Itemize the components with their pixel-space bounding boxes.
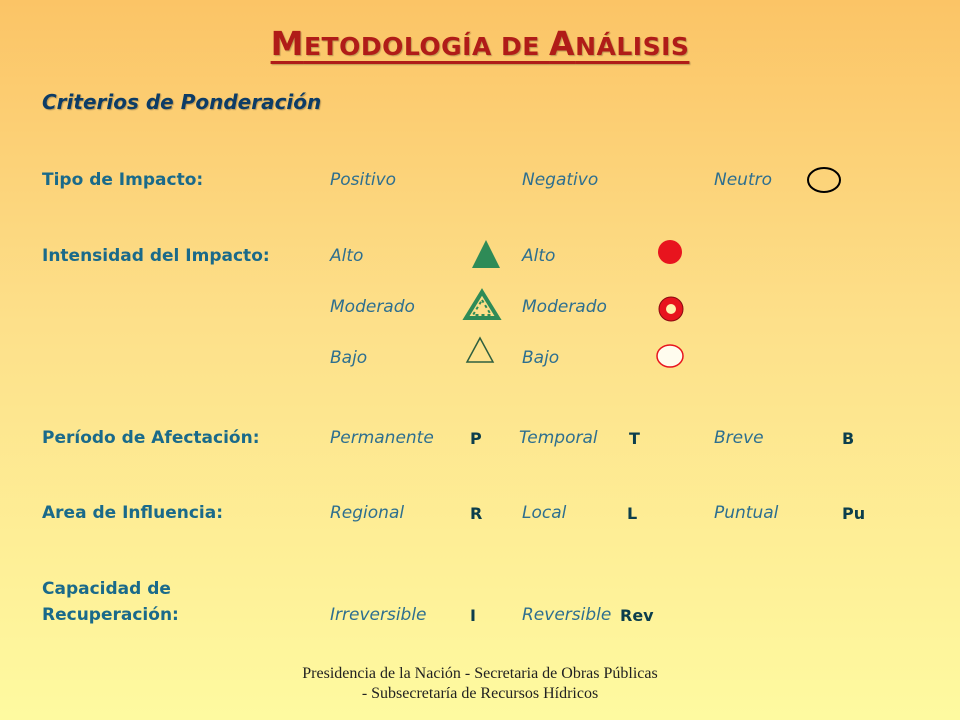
page-title: METODOLOGÍA DE ANÁLISIS — [270, 24, 690, 63]
area-puntual: Puntual — [714, 503, 779, 523]
empty-circle-icon — [806, 166, 842, 194]
area-regional-code: R — [470, 504, 483, 523]
capacidad-irreversible: Irreversible — [330, 605, 427, 625]
periodo-permanente: Permanente — [330, 428, 434, 448]
tipo-impacto-label: Tipo de Impacto: — [42, 170, 204, 190]
moderado-negativo: Moderado — [522, 297, 607, 317]
section-subtitle: Criterios de Ponderación — [42, 90, 322, 114]
tipo-neutro: Neutro — [714, 170, 773, 190]
capacidad-irreversible-code: I — [470, 606, 476, 625]
filled-circle-icon — [656, 238, 684, 266]
area-local-code: L — [627, 504, 638, 523]
area-label: Area de Influencia: — [42, 503, 224, 523]
bajo-positivo: Bajo — [330, 348, 368, 368]
periodo-label: Período de Afectación: — [42, 428, 260, 448]
outline-circle-icon — [654, 342, 686, 370]
periodo-temporal: Temporal — [519, 428, 598, 448]
tipo-positivo: Positivo — [330, 170, 397, 190]
footer-text: Presidencia de la Nación - Secretaria de Obras Públicas - Subsecretaría de Recursos Hídricos — [302, 665, 658, 702]
area-regional: Regional — [330, 503, 405, 523]
periodo-temporal-code: T — [629, 429, 640, 448]
periodo-breve-code: B — [842, 429, 855, 448]
periodo-breve: Breve — [714, 428, 764, 448]
moderado-positivo: Moderado — [330, 297, 415, 317]
capacidad-label-line1: Capacidad de — [42, 579, 171, 599]
alto-negativo: Alto — [522, 246, 556, 266]
intensidad-label: Intensidad del Impacto: — [42, 246, 270, 266]
alto-positivo: Alto — [330, 246, 364, 266]
capacidad-reversible: Reversible — [522, 605, 612, 625]
ring-circle-icon — [656, 294, 686, 324]
bajo-negativo: Bajo — [522, 348, 560, 368]
outline-triangle-icon — [465, 336, 495, 364]
area-puntual-code: Pu — [842, 504, 866, 523]
capacidad-label-line2: Recuperación: — [42, 605, 179, 625]
dotted-triangle-icon — [463, 288, 501, 322]
capacidad-reversible-code: Rev — [620, 606, 654, 625]
area-local: Local — [522, 503, 567, 523]
periodo-permanente-code: P — [470, 429, 482, 448]
filled-triangle-icon — [470, 238, 502, 270]
tipo-negativo: Negativo — [522, 170, 599, 190]
